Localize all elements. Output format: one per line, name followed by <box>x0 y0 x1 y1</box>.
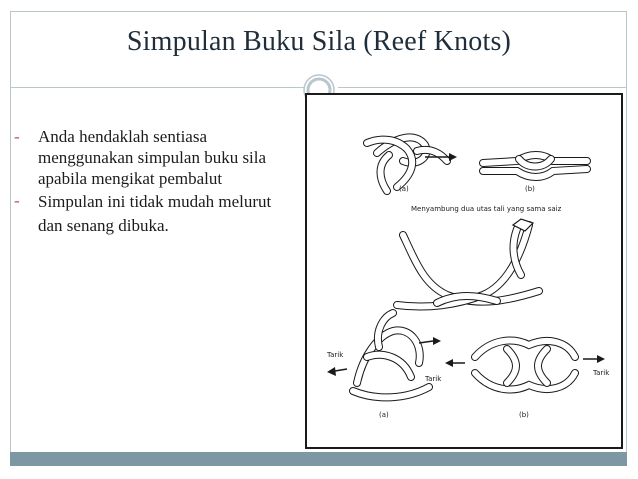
label-tarik-right: Tarik <box>593 369 610 377</box>
knot-drawings <box>307 95 621 447</box>
knot-diagram-middle <box>397 219 539 307</box>
footer-accent-bar <box>10 452 627 466</box>
reef-knot-illustration <box>305 93 623 449</box>
bullet-list <box>14 126 294 238</box>
bullet-text: Simpulan ini tidak mudah melurut dan senang dibuka. <box>38 192 272 235</box>
bullet-item <box>14 126 294 189</box>
slide-title: Simpulan Buku Sila (Reef Knots) <box>126 26 512 57</box>
knot-diagram-bottom-a <box>327 313 441 419</box>
label-tarik-left: Tarik <box>425 375 442 383</box>
bullet-dash: - <box>14 191 20 210</box>
knot-diagram-top-a <box>367 137 457 193</box>
bullet-dash: - <box>14 127 20 146</box>
bullet-text: Anda hendaklah sentiasa menggunakan simpulan buku sila apabila mengikat pembalut <box>38 127 267 188</box>
label-top-a: (a) <box>399 185 409 193</box>
figure-caption: Menyambung dua utas tali yang sama saiz <box>411 205 562 213</box>
label-bottom-a: (a) <box>379 411 389 419</box>
label-bottom-b: (b) <box>519 411 529 419</box>
label-top-b: (b) <box>525 185 535 193</box>
knot-diagram-top-b <box>483 155 587 193</box>
title-divider-right <box>338 87 627 88</box>
bullet-item <box>14 190 294 238</box>
title-divider-left <box>10 87 306 88</box>
label-tarik-middle: Tarik <box>327 351 344 359</box>
